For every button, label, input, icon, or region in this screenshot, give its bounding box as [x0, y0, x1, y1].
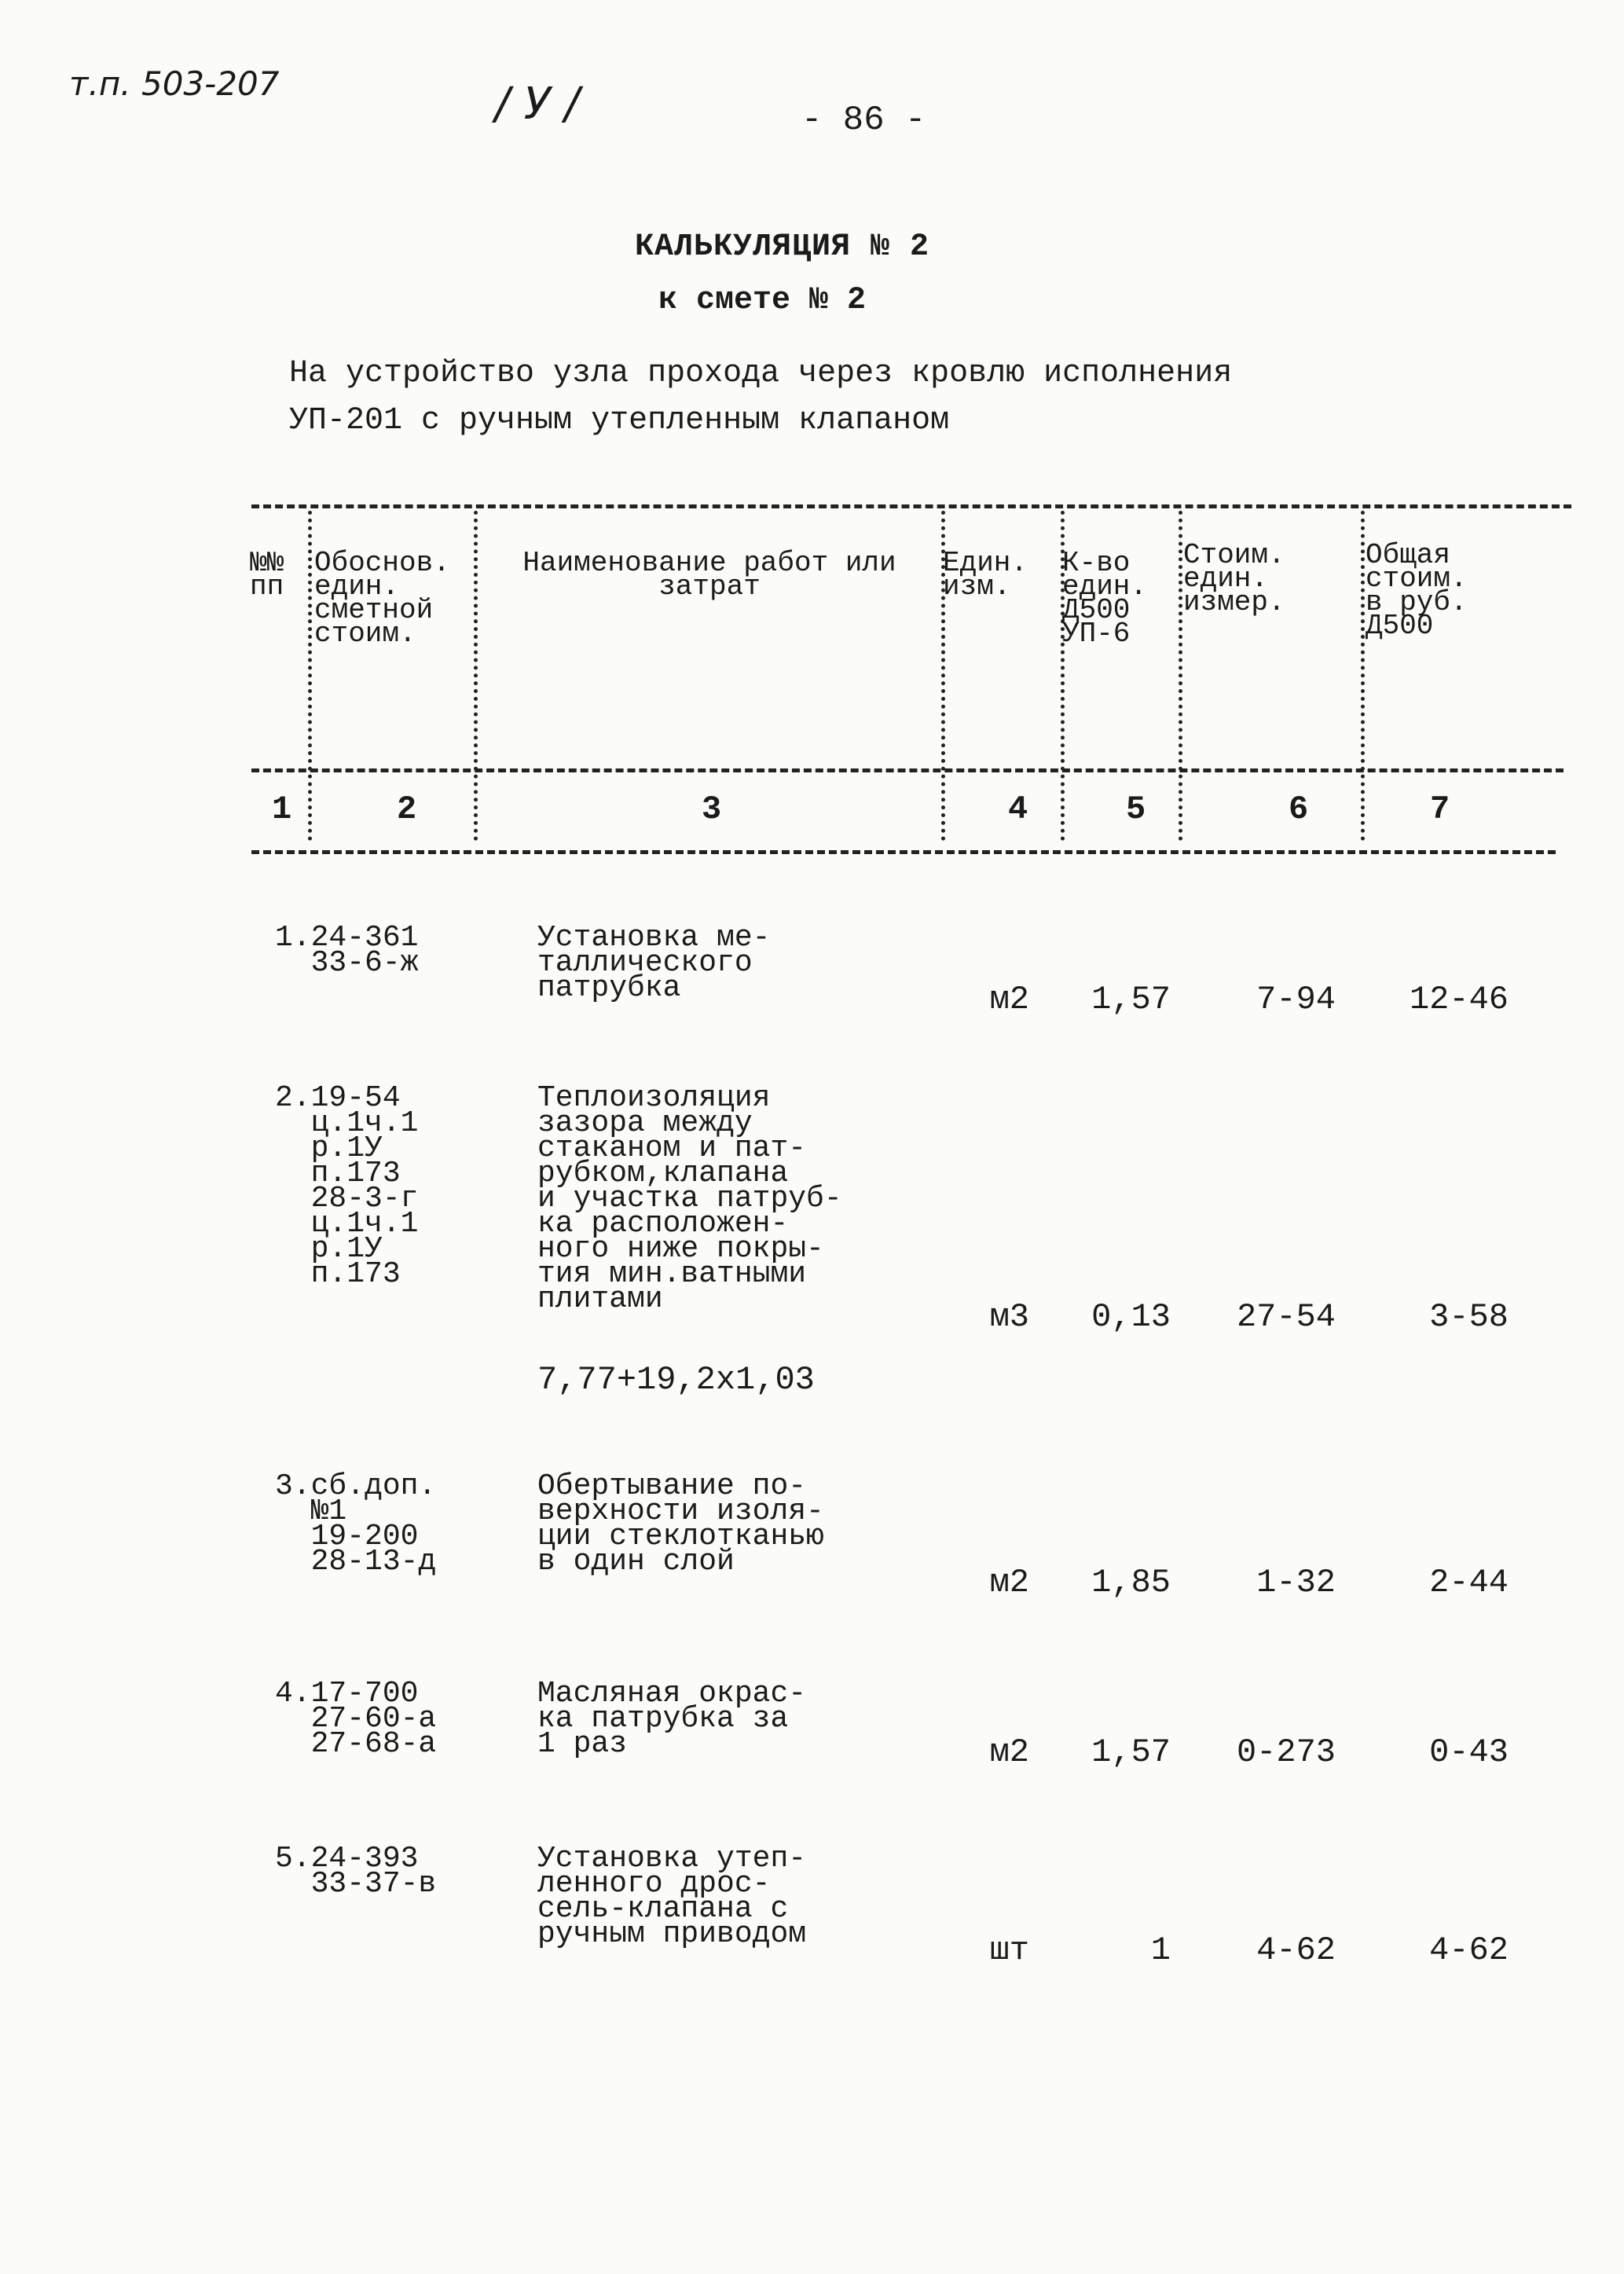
row-unit-cost: 0-273 — [1236, 1733, 1336, 1771]
table-top-rule — [251, 504, 1571, 508]
row-basis: 1.24-361 33-6-ж — [275, 921, 419, 980]
table-header-rule — [251, 768, 1564, 772]
row-quantity: 1 — [1150, 1931, 1171, 1969]
row-total-cost: 12-46 — [1409, 981, 1509, 1018]
row-total-cost: 4-62 — [1429, 1931, 1509, 1969]
column-number: 5 — [1126, 790, 1146, 828]
header-unit-cost: Стоим. един. измер. — [1183, 539, 1285, 618]
column-separator — [308, 511, 312, 841]
row-work-name: Обертывание по- верхности изоля- ции стеклотканью в один слой — [537, 1469, 824, 1579]
row-basis: 5.24-393 33-37-в — [275, 1842, 437, 1901]
row-work-name: Теплоизоляция зазора между стаканом и пат- рубком,клапана и участка патруб- ка расположен- ного ниже покры- тия мин.ватными плитами — [537, 1081, 842, 1316]
row-basis: 4.17-700 27-60-а 27-68-а — [275, 1677, 437, 1761]
column-number: 6 — [1289, 790, 1309, 828]
header-basis: Обоснов. един. сметной стоим. — [314, 547, 450, 650]
row-unit: м2 — [989, 1564, 1029, 1601]
table-column-number-rule — [251, 850, 1556, 854]
header-unit: Един. изм. — [943, 547, 1028, 603]
description-line-1: На устройство узла прохода через кровлю исполнения — [289, 356, 1233, 391]
column-number: 1 — [272, 790, 292, 828]
header-total-cost: Общая стоим. в руб. Д500 — [1366, 539, 1468, 642]
row-quantity: 1,85 — [1091, 1564, 1171, 1601]
row-work-name: Масляная окрас- ка патрубка за 1 раз — [537, 1677, 807, 1761]
row-unit-cost: 1-32 — [1256, 1564, 1336, 1601]
row-work-name: Установка ме- таллического патрубка — [537, 921, 771, 1005]
document-subtitle: к смете № 2 — [658, 283, 867, 318]
column-number: 7 — [1430, 790, 1450, 828]
header-quantity: К-во един. Д500 УП-6 — [1062, 547, 1148, 650]
row-total-cost: 3-58 — [1429, 1298, 1509, 1336]
column-number: 4 — [1008, 790, 1028, 828]
document-code: т.п. 503-207 — [69, 64, 280, 103]
row-basis: 3.сб.доп. №1 19-200 28-13-д — [275, 1469, 437, 1579]
row-formula-note: 7,77+19,2х1,03 — [537, 1361, 815, 1399]
row-total-cost: 0-43 — [1429, 1733, 1509, 1771]
row-unit: шт — [989, 1931, 1029, 1969]
row-unit-cost: 4-62 — [1256, 1931, 1336, 1969]
column-separator — [1361, 511, 1365, 841]
header-row-number: №№ пп — [250, 547, 284, 603]
section-mark: / У / — [495, 79, 580, 130]
row-quantity: 1,57 — [1091, 1733, 1171, 1771]
row-quantity: 0,13 — [1091, 1298, 1171, 1336]
row-total-cost: 2-44 — [1429, 1564, 1509, 1601]
column-number: 2 — [397, 790, 417, 828]
row-unit: м2 — [989, 1733, 1029, 1771]
row-unit: м2 — [989, 981, 1029, 1018]
description-line-2: УП-201 с ручным утепленным клапаном — [289, 403, 950, 438]
page-number: - 86 - — [801, 101, 926, 140]
row-quantity: 1,57 — [1091, 981, 1171, 1018]
document-title: КАЛЬКУЛЯЦИЯ № 2 — [635, 229, 930, 265]
row-unit-cost: 27-54 — [1236, 1298, 1336, 1336]
header-work-name: Наименование работ или затрат — [522, 547, 896, 603]
row-unit: м3 — [989, 1298, 1029, 1336]
row-unit-cost: 7-94 — [1256, 981, 1336, 1018]
row-basis: 2.19-54 ц.1ч.1 р.1У п.173 28-3-г ц.1ч.1 р.1У п.173 — [275, 1081, 419, 1291]
column-separator — [1179, 511, 1182, 841]
row-work-name: Установка утеп- ленного дрос- сель-клапана с ручным приводом — [537, 1842, 807, 1951]
column-number: 3 — [702, 790, 722, 828]
document-description — [289, 350, 1232, 445]
